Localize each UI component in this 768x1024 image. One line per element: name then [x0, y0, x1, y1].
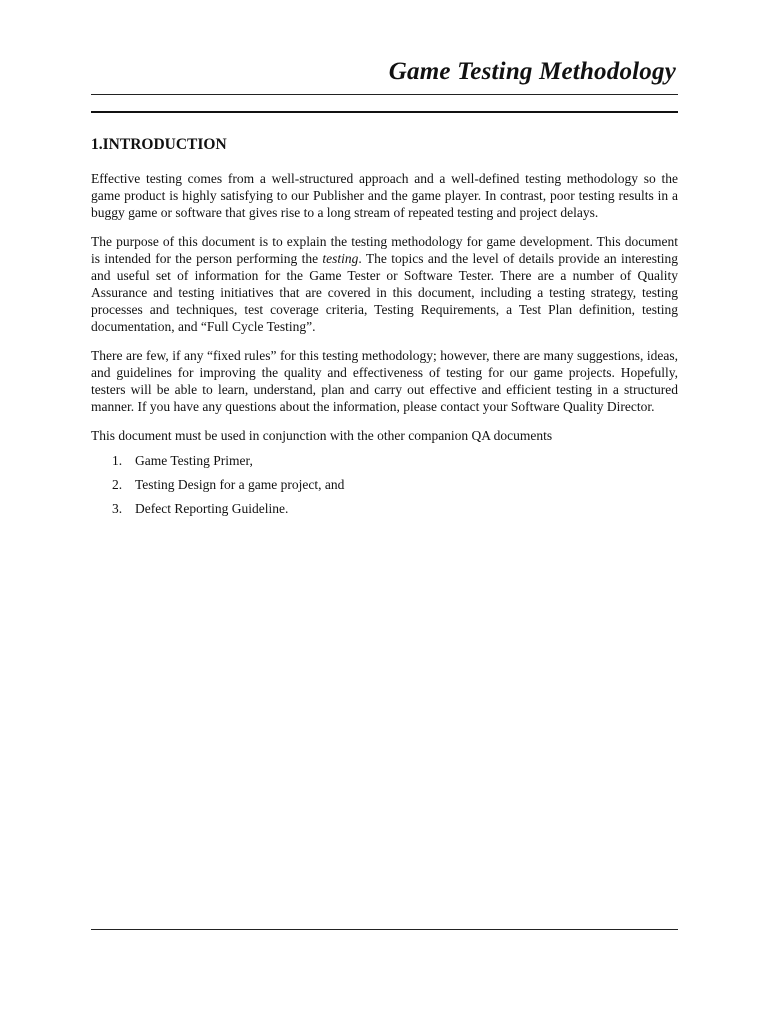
list-item-number: 3. — [112, 501, 123, 516]
running-header-title: Game Testing Methodology — [388, 58, 676, 85]
list-item-text: Game Testing Primer, — [135, 453, 253, 468]
paragraph-purpose-emphasis: testing — [322, 251, 359, 266]
list-item — [91, 452, 678, 469]
footer-rule — [91, 929, 678, 930]
list-item-number: 2. — [112, 477, 123, 492]
header-rule-thin — [91, 94, 678, 95]
section-heading: 1.INTRODUCTION — [91, 136, 227, 153]
list-item-text: Testing Design for a game project, and — [135, 477, 345, 492]
list-item — [91, 476, 678, 493]
page-body — [91, 136, 678, 524]
header-rule-thick — [91, 111, 678, 113]
companion-documents-list — [91, 452, 678, 517]
paragraph-rules: There are few, if any “fixed rules” for this testing methodology; however, there are many suggestions, ideas, and guidelines for improving the quality and effectiveness of testing for our game projects. Hopefully, testers will be able to learn, understand, plan and carry out effective and efficient testing in a structured manner. If you have any questions about the information, please contact your Software Quality Director. — [91, 348, 678, 414]
list-item-text: Defect Reporting Guideline. — [135, 501, 289, 516]
paragraph-purpose — [91, 233, 678, 335]
paragraph-purpose-part1: The purpose of this document is to explain the testing methodology for game development. This document is intended for the person performing the — [91, 234, 678, 266]
paragraph-companion-docs: This document must be used in conjunction with the other companion QA documents — [91, 428, 553, 443]
list-item — [91, 500, 678, 517]
paragraph-intro: Effective testing comes from a well-structured approach and a well-defined testing methodology so the game product is highly satisfying to our Publisher and the game player. In contrast, poor testing results in a buggy game or software that gives rise to a long stream of repeated testing and project delays. — [91, 171, 678, 220]
list-item-number: 1. — [112, 453, 123, 468]
paragraph-purpose-part2: . The topics and the level of details provide an interesting and useful set of information for the Game Tester or Software Tester. There are a number of Quality Assurance and testing initiatives that are covered in this document, including a testing strategy, testing processes and techniques, test coverage criteria, Testing Requirements, a Test Plan definition, testing documentation, and “Full Cycle Testing”. — [91, 251, 678, 334]
